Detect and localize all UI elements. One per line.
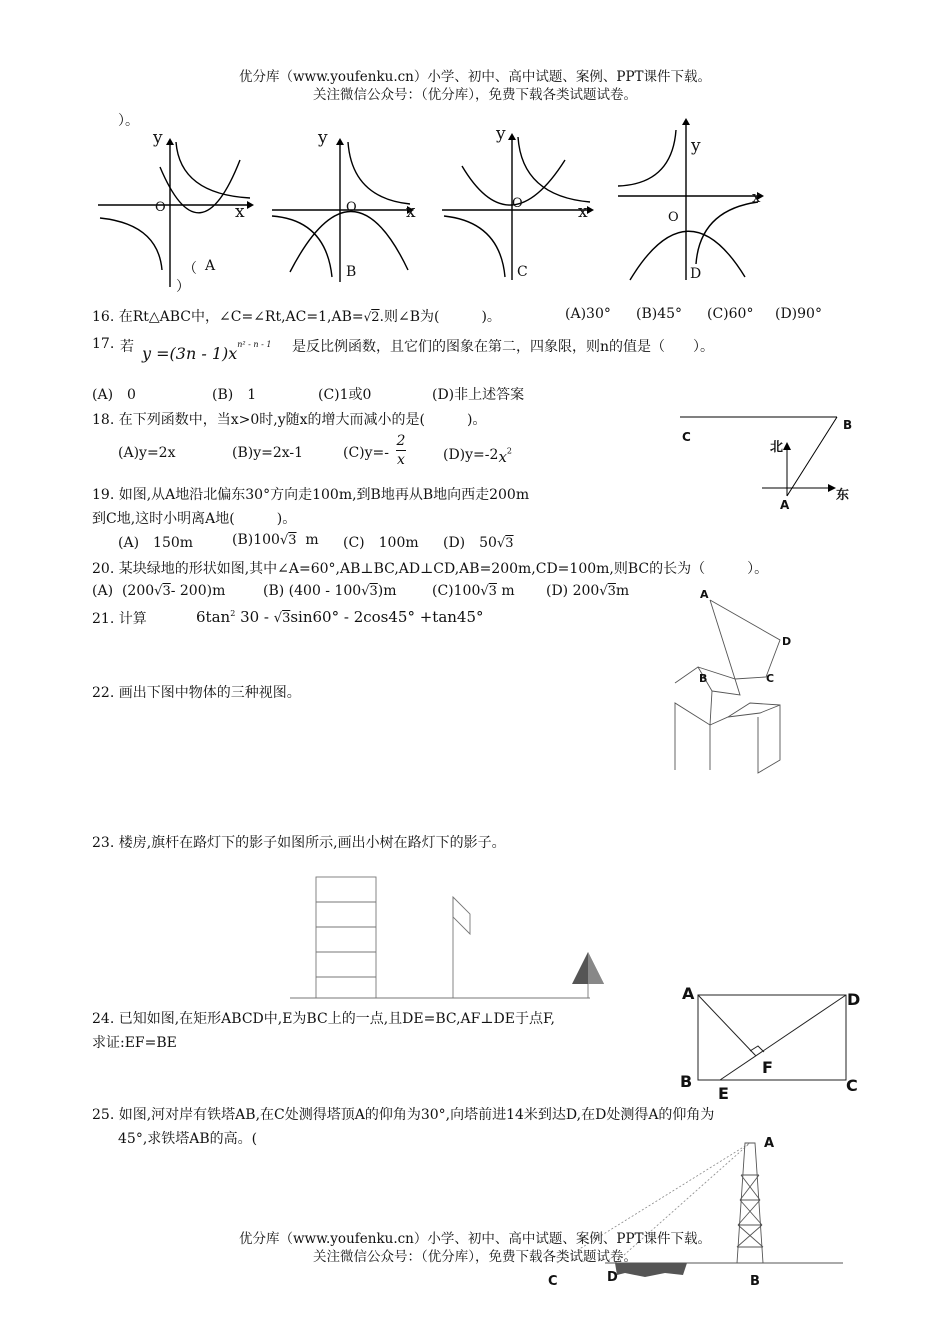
q19-text-2: 到C地,这时小明离A地( )。 [92,511,297,527]
q20-line [92,558,768,578]
q23-number: 23. [92,835,115,851]
q16-option-d: (D)90° [775,306,822,322]
building [316,877,376,998]
graph-d-label: D [690,266,702,282]
q24-fig-label-e: E [718,1084,729,1103]
graph-a-y-label: y [153,128,163,148]
q20-option-d-lead: (D) [546,583,569,599]
graph-c-origin: O [512,196,523,211]
right-angle-mark [750,1046,764,1052]
compass-label-a: A [780,498,790,512]
footer-line-1: 优分库（www.youfenku.cn）小学、初中、高中试题、案例、PPT课件下载。 [238,1231,712,1247]
compass-label-c: C [682,430,691,444]
footer-line-2: 关注微信公众号：（优分库），免费下载各类试题试卷。 [313,1249,637,1265]
q20-fig-label-a: A [700,588,709,601]
q17-option-c: (C)1或0 [318,387,372,403]
graph-b-origin: O [346,200,357,215]
shadow-figure [290,872,610,1002]
compass-label-north: 北 [770,440,784,455]
compass-label-b: B [843,418,853,432]
q19-option-b-radicand: 3 [288,533,297,548]
q18-option-a: (A)y=2x [118,445,176,461]
q25-text-1: 如图,河对岸有铁塔AB,在C处测得塔顶A的仰角为30°,向塔前进14米到达D,在D处测得A的仰角为 [118,1107,715,1123]
graph-c-y-label: y [496,124,506,144]
q20-option-b-lead: (B) [263,583,285,599]
graph-a-x-label: x [235,202,245,222]
q18-option-c-denominator: x [397,452,405,468]
graph-c-label: C [517,264,528,280]
q21-formula-part-3: sin60° - 2cos45° +tan45° [290,608,484,626]
q25-fig-label-d: D [607,1270,618,1285]
q17-lead: 若 [120,339,134,355]
q19-option-a: (A) 150m [118,535,194,551]
q19-option-b-lead: (B)100 [232,532,280,548]
q20-option-a-lead: (A) [92,583,114,599]
q18-option-c-numerator: 2 [396,433,406,449]
graph-d-x-label: x [752,188,761,206]
q19-option-d: (D) 50√3 [443,535,514,551]
quadrilateral-abcd [710,600,780,679]
graph-b-y-label: y [318,128,328,148]
q20-option-b-expr2: ) [377,583,384,599]
q25-fig-label-a: A [764,1136,775,1151]
q16-line: 16. 在Rt△ABC中，∠C=∠Rt,AC=1,AB=√2.则∠B为( )。 [92,309,501,325]
graph-d-y-label: y [691,136,701,156]
graph-b-label: B [346,264,357,280]
q15-tail: ）。 [118,113,139,129]
q21-formula-part-2: 30 - [240,608,269,626]
q20-option-a-radicand: 3 [162,584,171,599]
q19-option-c: (C) 100m [343,535,419,551]
graph-c-hyperbola-upper [518,137,590,202]
q20-fig-label-d: D [782,635,792,648]
q20-option-c-expr: 100 [453,583,481,599]
q19-text-1: 如图,从A地沿北偏东30°方向走100m,到B地再从B地向西走200m [118,487,530,503]
q24-line-1 [92,1008,555,1028]
graph-d-parabola [630,231,745,280]
header-line-1: 优分库（www.youfenku.cn）小学、初中、高中试题、案例、PPT课件下载。 [238,69,712,85]
q17-formula-exponent: n² - n - 1 [237,339,272,349]
q17-formula-base: y =(3n - 1)x [142,344,238,363]
compass-label-east: 东 [836,488,850,503]
q18-line [92,409,486,429]
q20-option-c: (C)100√3 m [432,583,515,599]
q24-fig-label-f: F [762,1058,773,1077]
q16-option-c: (C)60° [707,306,754,322]
q19-option-b-unit: m [305,532,319,548]
q24-text-1: 已知如图,在矩形ABCD中,E为BC上的一点,且DE=BC,AF⊥DE于点F, [118,1011,555,1027]
q18-option-d [443,445,512,466]
q18-option-d-var: x [498,448,507,466]
q22-line [92,682,301,702]
q16-text-b: .则∠B为( )。 [379,309,501,325]
q19-option-d-radicand: 3 [505,536,514,551]
q17-option-a: (A) 0 [92,387,136,403]
segment-ab [787,417,837,496]
q16-text-a: 在Rt△ABC中，∠C=∠Rt,AC=1,AB= [118,309,364,325]
q17-option-d: (D)非上述答案 [432,387,525,403]
q18-option-c-fraction [396,432,406,469]
graph-b-parabola [290,211,408,272]
q20-option-d-radicand: 3 [607,584,616,599]
q24-text-2: 求证:EF=BE [92,1035,177,1051]
q17-formula [142,339,272,363]
rectangle-figure [698,995,858,1085]
q19-option-b: (B)100√3 m [232,532,319,548]
q20-number: 20. [92,561,115,577]
q20-option-b-expr1: (400 - 100 [288,583,362,599]
q21-formula: $6\tan^2$ 30 - √3sin60° - 2cos45° +tan45° [196,608,484,626]
q20-option-a-expr2: - 200) [170,583,213,599]
q21-text: 计算 [118,611,147,627]
q25-text-2: 45°,求铁塔AB的高。( [118,1131,258,1147]
q25-fig-label-c: C [548,1274,558,1289]
q16-option-a: (A)30° [565,306,611,322]
q21-formula-radicand: 3 [282,611,291,626]
graph-a-paren-open: （ [183,261,197,277]
q20-option-d-expr: 200 [572,583,600,599]
q17-text: 是反比例函数，且它们的图象在第二，四象限，则n的值是（ ）。 [292,339,715,355]
q21-line [92,608,147,628]
q20-fig-label-b: B [699,672,708,685]
q25-number: 25. [92,1107,115,1123]
graph-d-hyperbola-lower [696,202,758,264]
q20-q22-figures [670,595,800,785]
q22-number: 22. [92,685,115,701]
q17-option-b: (B) 1 [212,387,257,403]
q18-option-d-exp: 2 [506,446,512,456]
q20-option-a-unit: m [212,583,226,599]
q21-number: 21. [92,611,115,627]
q24-fig-label-a: A [682,984,695,1003]
q16-radicand: 2 [371,310,380,325]
graph-c-hyperbola-lower [444,216,505,277]
q19-number: 19. [92,487,115,503]
q23-line [92,832,506,852]
q20-option-b: (B) (400 - 100√3)m [263,583,397,599]
q20-option-b-radicand: 3 [369,584,378,599]
q20-text: 某块绿地的形状如图,其中∠A=60°,AB⊥BC,AD⊥CD,AB=200m,CD=100m,则BC的长为（ ）。 [118,561,769,577]
graph-a-origin: O [155,200,166,215]
q20-option-c-unit: m [501,583,515,599]
q20-option-a-expr1: (200 [121,583,155,599]
q16-number: 16. [92,309,115,325]
q20-option-d-unit: m [615,583,630,599]
q20-fig-label-c: C [766,672,775,685]
graph-d-hyperbola-upper [618,130,676,186]
q25-line-1 [92,1104,714,1124]
q20-option-a: (A) (200√3- 200)m [92,583,226,599]
q24-fig-label-d: D [847,990,861,1009]
header-line-2: 关注微信公众号：（优分库），免费下载各类试题试卷。 [313,87,637,103]
q19-option-d-lead: (D) 50 [443,535,497,551]
q20-option-c-radicand: 3 [488,584,497,599]
graph-a-paren-close: ） [176,279,190,295]
q24-fig-label-c: C [846,1076,858,1095]
segment-af [698,995,756,1056]
q20-option-c-lead: (C) [432,583,454,599]
q25-fig-label-b: B [750,1274,760,1289]
graph-d-origin: O [668,210,679,225]
q18-option-b: (B)y=2x-1 [232,445,304,461]
q18-option-d-lead: (D)y=-2 [443,447,499,463]
function-graphs [0,112,950,312]
q24-number: 24. [92,1011,115,1027]
q22-text: 画出下图中物体的三种视图。 [118,685,301,701]
q17-number: 17. [92,336,115,352]
graph-a-hyperbola-lower [100,218,162,270]
graph-a-label: A [205,258,216,274]
q23-text: 楼房,旗杆在路灯下的影子如图所示,画出小树在路灯下的影子。 [118,835,506,851]
compass-figure [672,410,872,520]
q16-option-b: (B)45° [636,306,683,322]
q20-option-d: (D) 200√3m [546,583,630,599]
graph-b-x-label: x [406,202,416,222]
graph-a-hyperbola-upper [176,142,250,198]
q20-option-b-unit: m [383,583,397,599]
q19-line-1 [92,484,529,504]
q18-text: 在下列函数中，当x>0时,y随x的增大而减小的是( )。 [118,412,487,428]
q21-formula-part-1: 6tan [196,608,231,626]
q24-fig-label-b: B [680,1072,693,1091]
graph-c-x-label: x [578,202,588,222]
q21-formula-exp: 2 [230,609,236,618]
q18-number: 18. [92,412,115,428]
q18-option-c-lead: (C)y=- [343,445,390,461]
graph-b-hyperbola-upper [348,142,410,204]
flag [453,897,470,934]
